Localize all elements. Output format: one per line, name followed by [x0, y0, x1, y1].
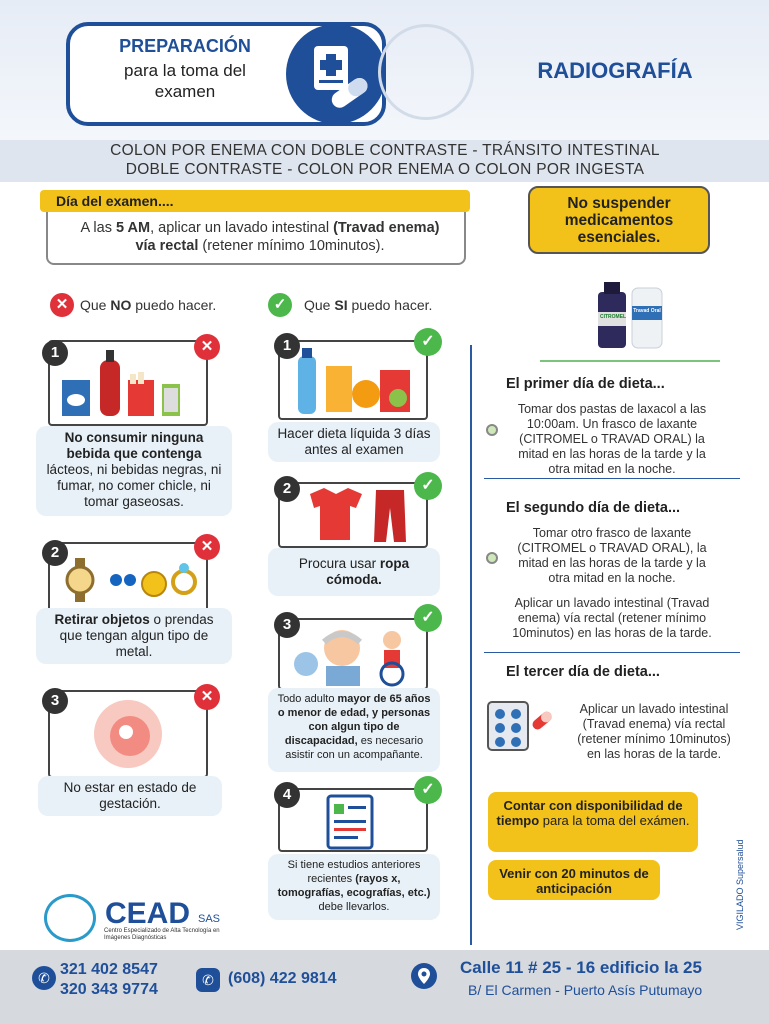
yes-column-header: Que SI puedo hacer. — [304, 297, 433, 313]
no-item-2-card — [48, 542, 208, 612]
exam-day-text: A las 5 AM, aplicar un lavado intestinal (Travad enema) vía rectal (retener mínimo 10minutos). — [80, 220, 440, 254]
yes-item-1-number: 1 — [274, 333, 300, 359]
no-item-3-x-icon: ✕ — [194, 684, 220, 710]
day2-text-1: Tomar otro frasco de laxante (CITROMEL o TRAVAD ORAL), la mitad en las horas de la tarde y la otra mitad en la noche. — [517, 526, 707, 585]
no-x-icon: ✕ — [50, 293, 74, 317]
cead-tagline: Centro Especializado de Alta Tecnología en Imágenes Diagnósticas — [104, 928, 220, 941]
day-divider-1 — [484, 478, 740, 479]
pregnancy-icon — [50, 692, 206, 776]
day2-text-2: Aplicar un lavado intestinal (Travad enema) vía rectal (retener mínimo 10minutos) en las horas de la tarde. — [512, 596, 712, 640]
no-item-1-number: 1 — [42, 340, 68, 366]
column-divider — [470, 345, 472, 945]
no-item-3-number: 3 — [42, 688, 68, 714]
no-suspend-note: No suspender medicamentos esenciales. — [528, 186, 710, 254]
day2-title: El segundo día de dieta... — [506, 500, 681, 516]
yes-item-1-text: Hacer dieta líquida 3 días antes al examen — [268, 422, 440, 462]
yes-check-icon: ✓ — [268, 293, 292, 317]
green-divider-1 — [540, 360, 720, 362]
preparation-subtitle: para la toma del examen — [124, 61, 246, 101]
day1-title: El primer día de dieta... — [506, 376, 665, 392]
vigilado-supersalud: VIGILADO Supersalud — [735, 839, 745, 930]
yes-item-2-number: 2 — [274, 476, 300, 502]
section-title: RADIOGRAFÍA — [537, 58, 693, 83]
medical-document-icon — [286, 24, 386, 124]
no-column-header: Que NO puedo hacer. — [80, 297, 217, 313]
yes-item-4-card — [278, 788, 428, 852]
exam-day-label: Día del examen.... — [40, 190, 470, 212]
location-pin-icon — [410, 962, 438, 990]
address: Calle 11 # 25 - 16 edificio la 25 — [460, 958, 702, 977]
day1-bullet — [486, 424, 498, 436]
pills-blister-icon — [486, 696, 556, 754]
yes-item-4-text: Si tiene estudios anteriores recientes (rayos x, tomografías, ecografías, etc.) debe llevarlos. — [268, 854, 440, 920]
yes-item-2-check-icon: ✓ — [414, 472, 442, 500]
yes-item-3-check-icon: ✓ — [414, 604, 442, 632]
cead-logo-name: CEAD — [105, 897, 191, 930]
day3-title: El tercer día de dieta... — [506, 664, 660, 680]
arrival-note: Venir con 20 minutos de anticipación — [488, 860, 660, 900]
bottle2-label: Travad Oral — [633, 308, 661, 314]
day2-bullet — [486, 552, 498, 564]
yes-item-2-text: Procura usar ropa cómoda. — [268, 548, 440, 596]
yes-item-4-number: 4 — [274, 782, 300, 808]
yes-item-1-check-icon: ✓ — [414, 328, 442, 356]
landline-number[interactable]: (608) 422 9814 — [228, 970, 337, 987]
no-item-1-x-icon: ✕ — [194, 334, 220, 360]
bottle1-label: CITROMEL — [600, 314, 627, 320]
whatsapp-numbers[interactable]: 321 402 8547 320 343 9774 — [60, 961, 158, 998]
metal-objects-icon — [50, 544, 206, 610]
medical-records-icon — [280, 790, 426, 850]
no-item-1-text: No consumir ninguna bebida que contenga lácteos, ni bebidas negras, ni fumar, no comer chicle, ni tomar gaseosas. — [36, 426, 232, 516]
whatsapp-icon: ✆ — [32, 966, 56, 990]
no-item-3-card — [48, 690, 208, 778]
xray-icon — [378, 24, 474, 120]
comfortable-clothes-icon — [280, 484, 426, 546]
no-item-3-text: No estar en estado de gestación. — [38, 776, 222, 816]
yes-item-3-text: Todo adulto mayor de 65 años o menor de edad, y personas con algun tipo de discapacidad, es necesario asistir con un acompañante. — [268, 688, 440, 772]
drinks-cigarettes-icon — [50, 342, 206, 424]
preparation-title: PREPARACIÓN — [119, 36, 251, 56]
no-item-2-x-icon: ✕ — [194, 534, 220, 560]
exam-types: COLON POR ENEMA CON DOBLE CONTRASTE - TRÁNSITO INTESTINAL DOBLE CONTRASTE - COLON POR ENEMA O COLON POR INGESTA — [110, 142, 660, 178]
yes-item-1-card — [278, 340, 428, 420]
yes-item-3-card — [278, 618, 428, 690]
yes-item-3-number: 3 — [274, 612, 300, 638]
day-divider-2 — [484, 652, 740, 653]
district: B/ El Carmen - Puerto Asís Putumayo — [468, 982, 703, 998]
phone-icon: ✆ — [196, 968, 220, 992]
cead-logo-suffix: SAS — [198, 913, 221, 925]
no-item-2-text: Retirar objetos o prendas que tengan algun tipo de metal. — [36, 608, 232, 664]
day3-text: Aplicar un lavado intestinal (Travad enema) vía rectal (retener mínimo 10minutos) en las horas de la tarde. — [577, 702, 731, 761]
yes-item-2-card — [278, 482, 428, 548]
liquid-diet-icon — [280, 342, 426, 418]
no-item-1-card — [48, 340, 208, 426]
no-item-2-number: 2 — [42, 540, 68, 566]
companion-people-icon — [280, 620, 426, 688]
day1-text: Tomar dos pastas de laxacol a las 10:00am. Un frasco de laxante (CITROMEL o TRAVAD ORAL) la mitad en las horas de la tarde y la otra mitad en la noche. — [517, 402, 707, 476]
availability-note: Contar con disponibilidad de tiempo para la toma del exámen. — [488, 792, 698, 852]
yes-item-4-check-icon: ✓ — [414, 776, 442, 804]
cead-logo-icon — [44, 894, 96, 942]
